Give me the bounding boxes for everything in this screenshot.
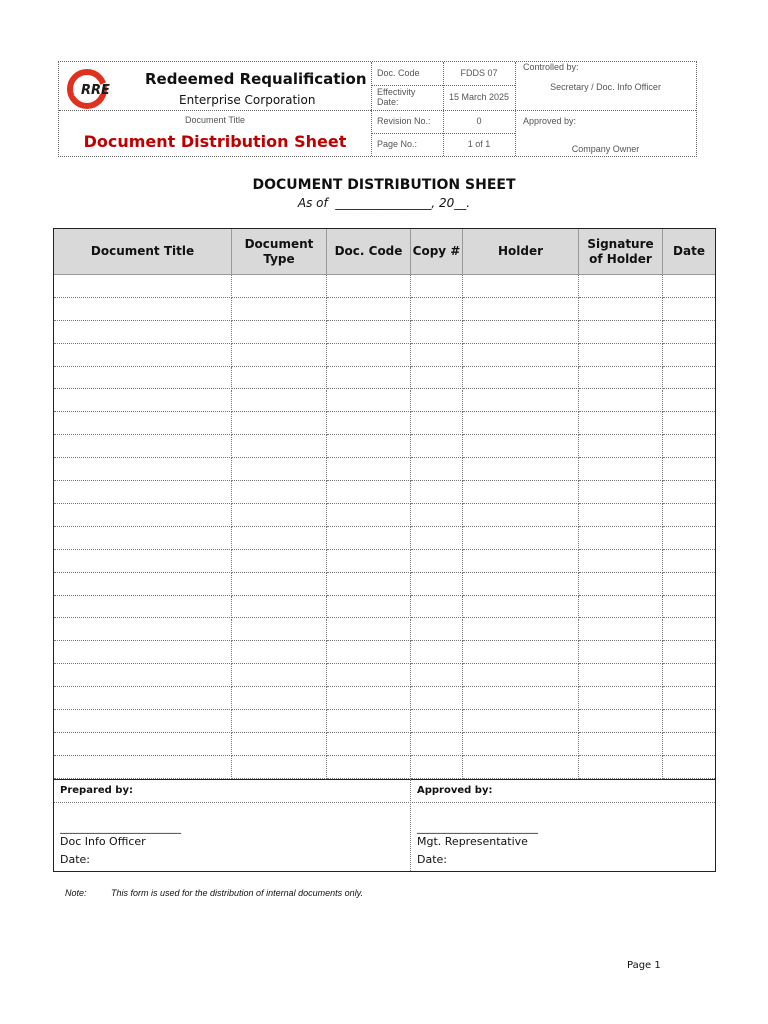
table-cell[interactable] <box>54 504 232 527</box>
table-cell[interactable] <box>54 733 232 756</box>
table-cell[interactable] <box>579 687 663 710</box>
table-cell[interactable] <box>327 664 411 687</box>
table-cell[interactable] <box>663 756 715 779</box>
table-cell[interactable] <box>54 641 232 664</box>
column-header: Document Type <box>232 229 327 275</box>
table-cell[interactable] <box>463 710 579 733</box>
table-cell[interactable] <box>663 504 715 527</box>
page-label: Page No.: <box>377 139 418 149</box>
table-cell[interactable] <box>463 298 579 321</box>
table-cell[interactable] <box>327 275 411 298</box>
table-cell[interactable] <box>411 504 463 527</box>
table-cell[interactable] <box>463 756 579 779</box>
table-cell[interactable] <box>411 687 463 710</box>
table-cell[interactable] <box>327 390 411 413</box>
table-cell[interactable] <box>232 298 327 321</box>
logo-icon <box>65 68 135 110</box>
table-cell[interactable] <box>327 321 411 344</box>
distribution-table <box>53 228 716 872</box>
table-cell[interactable] <box>232 710 327 733</box>
table-cell[interactable] <box>411 481 463 504</box>
table-cell[interactable] <box>579 619 663 642</box>
table-cell[interactable] <box>411 435 463 458</box>
table-cell[interactable] <box>327 527 411 550</box>
table-cell[interactable] <box>463 481 579 504</box>
table-cell[interactable] <box>411 298 463 321</box>
table-cell[interactable] <box>54 435 232 458</box>
table-cell[interactable] <box>411 596 463 619</box>
approved-by-label: Approved by: <box>523 116 577 126</box>
table-cell[interactable] <box>411 733 463 756</box>
table-cell[interactable] <box>663 527 715 550</box>
column-header: Copy # <box>411 229 463 275</box>
table-cell[interactable] <box>411 275 463 298</box>
table-cell[interactable] <box>232 275 327 298</box>
page-value: 1 of 1 <box>467 139 491 149</box>
table-cell[interactable] <box>463 733 579 756</box>
table-cell[interactable] <box>54 412 232 435</box>
effectivity-label: Effectivity Date: <box>377 87 416 107</box>
table-cell[interactable] <box>327 687 411 710</box>
table-cell[interactable] <box>54 756 232 779</box>
revision-value: 0 <box>476 116 482 126</box>
doc-code-value: FDDS 07 <box>460 68 498 78</box>
table-cell[interactable] <box>232 481 327 504</box>
table-cell[interactable] <box>54 573 232 596</box>
note-label: Note: <box>65 888 87 898</box>
approved-by-label: Approved by: <box>417 785 493 796</box>
table-cell[interactable] <box>663 390 715 413</box>
table-cell[interactable] <box>232 435 327 458</box>
table-cell[interactable] <box>327 550 411 573</box>
table-cell[interactable] <box>463 550 579 573</box>
company-name-line1: Redeemed Requalification <box>145 70 367 88</box>
table-cell[interactable] <box>463 435 579 458</box>
table-cell[interactable] <box>327 458 411 481</box>
table-cell[interactable] <box>232 573 327 596</box>
company-logo <box>65 68 135 110</box>
table-cell[interactable] <box>327 504 411 527</box>
table-cell[interactable] <box>232 527 327 550</box>
table-cell[interactable] <box>663 641 715 664</box>
table-cell[interactable] <box>463 687 579 710</box>
table-cell[interactable] <box>663 573 715 596</box>
table-cell[interactable] <box>232 664 327 687</box>
as-of-line: As of ________________, 20__. <box>297 196 471 210</box>
table-cell[interactable] <box>411 550 463 573</box>
logo-text: RRE <box>81 83 110 98</box>
table-cell[interactable] <box>663 481 715 504</box>
table-cell[interactable] <box>579 344 663 367</box>
table-cell[interactable] <box>232 412 327 435</box>
document-header <box>58 61 697 157</box>
table-cell[interactable] <box>411 710 463 733</box>
table-cell[interactable] <box>411 573 463 596</box>
table-cell[interactable] <box>663 550 715 573</box>
table-cell[interactable] <box>579 573 663 596</box>
table-cell[interactable] <box>663 733 715 756</box>
table-cell[interactable] <box>327 619 411 642</box>
approved-by-value: Company Owner <box>571 144 640 154</box>
table-cell[interactable] <box>411 458 463 481</box>
table-cell[interactable] <box>327 344 411 367</box>
prepared-by-signature-line[interactable]: ______________________ <box>60 821 181 834</box>
table-cell[interactable] <box>232 550 327 573</box>
table-cell[interactable] <box>579 321 663 344</box>
table-cell[interactable] <box>579 664 663 687</box>
table-cell[interactable] <box>463 275 579 298</box>
table-cell[interactable] <box>663 321 715 344</box>
approved-by-date[interactable]: Date: <box>417 853 447 866</box>
table-cell[interactable] <box>327 367 411 390</box>
company-name-line2: Enterprise Corporation <box>179 93 316 107</box>
table-cell[interactable] <box>232 687 327 710</box>
effectivity-value: 15 March 2025 <box>448 92 510 102</box>
table-cell[interactable] <box>327 733 411 756</box>
table-cell[interactable] <box>232 344 327 367</box>
table-cell[interactable] <box>54 321 232 344</box>
table-cell[interactable] <box>411 619 463 642</box>
table-cell[interactable] <box>327 435 411 458</box>
table-cell[interactable] <box>579 435 663 458</box>
table-cell[interactable] <box>579 367 663 390</box>
table-cell[interactable] <box>327 298 411 321</box>
table-cell[interactable] <box>663 687 715 710</box>
table-cell[interactable] <box>663 435 715 458</box>
table-cell[interactable] <box>663 458 715 481</box>
page-title: DOCUMENT DISTRIBUTION SHEET <box>252 177 516 193</box>
table-cell[interactable] <box>411 756 463 779</box>
table-cell[interactable] <box>463 367 579 390</box>
table-cell[interactable] <box>463 321 579 344</box>
column-header: Document Title <box>54 229 232 275</box>
table-cell[interactable] <box>54 367 232 390</box>
table-cell[interactable] <box>579 481 663 504</box>
table-cell[interactable] <box>579 504 663 527</box>
table-cell[interactable] <box>463 412 579 435</box>
table-cell[interactable] <box>463 573 579 596</box>
table-cell[interactable] <box>579 390 663 413</box>
table-cell[interactable] <box>663 412 715 435</box>
table-cell[interactable] <box>54 664 232 687</box>
table-cell[interactable] <box>411 321 463 344</box>
doc-title: Document Distribution Sheet <box>83 132 347 151</box>
table-cell[interactable] <box>232 504 327 527</box>
prepared-by-date[interactable]: Date: <box>60 853 90 866</box>
table-cell[interactable] <box>663 344 715 367</box>
table-cell[interactable] <box>327 412 411 435</box>
approved-by-signature-line[interactable]: ______________________ <box>417 821 538 834</box>
column-header: Holder <box>463 229 579 275</box>
table-cell[interactable] <box>579 596 663 619</box>
table-cell[interactable] <box>411 641 463 664</box>
footer-page-number: Page 1 <box>627 960 661 971</box>
table-cell[interactable] <box>463 390 579 413</box>
controlled-by-label: Controlled by: <box>523 62 579 72</box>
table-cell[interactable] <box>54 458 232 481</box>
table-cell[interactable] <box>54 298 232 321</box>
table-cell[interactable] <box>579 733 663 756</box>
doc-title-label: Document Title <box>184 115 246 125</box>
prepared-by-role: Doc Info Officer <box>60 835 146 848</box>
table-cell[interactable] <box>663 664 715 687</box>
table-cell[interactable] <box>232 321 327 344</box>
table-cell[interactable] <box>663 619 715 642</box>
table-cell[interactable] <box>463 619 579 642</box>
table-cell[interactable] <box>327 481 411 504</box>
table-cell[interactable] <box>411 527 463 550</box>
table-cell[interactable] <box>411 367 463 390</box>
table-cell[interactable] <box>463 596 579 619</box>
table-cell[interactable] <box>411 344 463 367</box>
table-cell[interactable] <box>327 710 411 733</box>
table-cell[interactable] <box>232 756 327 779</box>
table-cell[interactable] <box>232 596 327 619</box>
table-cell[interactable] <box>411 412 463 435</box>
column-header: Date <box>663 229 715 275</box>
table-cell[interactable] <box>579 756 663 779</box>
table-cell[interactable] <box>663 367 715 390</box>
table-cell[interactable] <box>232 619 327 642</box>
doc-code-label: Doc. Code <box>377 68 420 78</box>
table-cell[interactable] <box>463 641 579 664</box>
table-cell[interactable] <box>463 344 579 367</box>
table-cell[interactable] <box>54 527 232 550</box>
table-cell[interactable] <box>463 664 579 687</box>
table-cell[interactable] <box>54 550 232 573</box>
table-cell[interactable] <box>411 664 463 687</box>
controlled-by-value: Secretary / Doc. Info Officer <box>550 82 661 92</box>
table-cell[interactable] <box>54 596 232 619</box>
table-cell[interactable] <box>411 390 463 413</box>
table-cell[interactable] <box>54 710 232 733</box>
table-cell[interactable] <box>232 733 327 756</box>
table-cell[interactable] <box>579 275 663 298</box>
table-cell[interactable] <box>463 458 579 481</box>
table-cell[interactable] <box>579 527 663 550</box>
revision-label: Revision No.: <box>377 116 431 126</box>
table-cell[interactable] <box>54 619 232 642</box>
table-cell[interactable] <box>327 596 411 619</box>
table-cell[interactable] <box>54 390 232 413</box>
table-cell[interactable] <box>663 275 715 298</box>
table-cell[interactable] <box>232 458 327 481</box>
table-cell[interactable] <box>663 298 715 321</box>
table-cell[interactable] <box>579 298 663 321</box>
table-cell[interactable] <box>463 527 579 550</box>
table-cell[interactable] <box>579 641 663 664</box>
table-cell[interactable] <box>54 275 232 298</box>
table-cell[interactable] <box>327 756 411 779</box>
table-cell[interactable] <box>463 504 579 527</box>
table-cell[interactable] <box>232 641 327 664</box>
table-cell[interactable] <box>54 481 232 504</box>
note-text: This form is used for the distribution of internal documents only. <box>111 888 363 898</box>
table-cell[interactable] <box>327 573 411 596</box>
table-cell[interactable] <box>663 596 715 619</box>
approved-by-role: Mgt. Representative <box>417 835 528 848</box>
prepared-by-label: Prepared by: <box>60 785 133 796</box>
table-cell[interactable] <box>663 710 715 733</box>
column-header: Signature of Holder <box>579 229 663 275</box>
table-cell[interactable] <box>54 344 232 367</box>
table-cell[interactable] <box>579 412 663 435</box>
table-cell[interactable] <box>327 641 411 664</box>
table-cell[interactable] <box>54 687 232 710</box>
table-cell[interactable] <box>579 458 663 481</box>
column-header: Doc. Code <box>327 229 411 275</box>
table-cell[interactable] <box>579 550 663 573</box>
table-cell[interactable] <box>579 710 663 733</box>
table-cell[interactable] <box>232 390 327 413</box>
table-cell[interactable] <box>232 367 327 390</box>
